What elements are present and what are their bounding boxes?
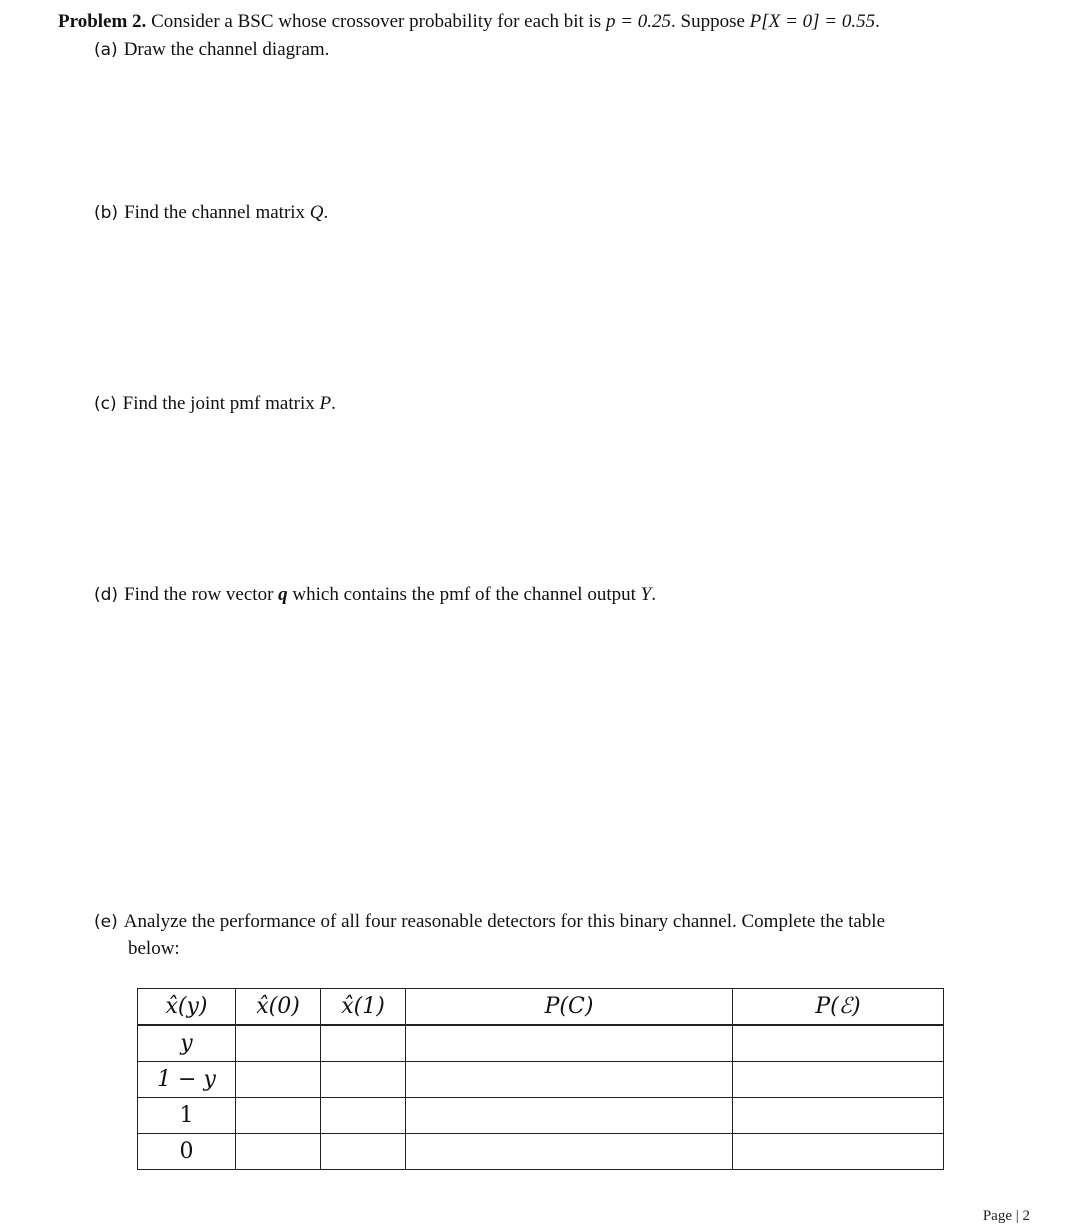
part-c-var: P [319,393,332,414]
part-d-text-after: which contains the pmf of the channel output [287,584,641,605]
part-e [94,909,885,935]
part-d-end: . [651,584,656,605]
detector-table [137,988,944,1170]
table-cell-pe[interactable] [733,1025,944,1062]
part-b [94,200,328,226]
table-cell-xhat1[interactable] [321,1134,406,1170]
part-a-label: (a) [94,40,118,60]
part-b-end: . [323,202,329,223]
problem-label: Problem 2. [58,11,147,32]
table-cell-xhat0[interactable] [236,1025,321,1062]
page-footer: Page | 2 [982,1208,1030,1224]
part-d-var: q [278,584,288,605]
part-b-var: Q [309,202,324,223]
part-e-line1: Analyze the performance of all four reasonable detectors for this binary channel. Complete the table [123,911,886,932]
part-d-label: (d) [94,585,119,605]
header-xhat-0: x̂(0) [236,989,321,1026]
part-c [94,391,336,417]
table-cell-pc[interactable] [406,1134,733,1170]
table-cell-pc[interactable] [406,1098,733,1134]
part-d-text-before: Find the row vector [124,584,279,605]
problem-end: . [875,11,880,32]
part-b-text: Find the channel matrix [124,202,310,223]
table-cell-detector: y [138,1025,236,1062]
table-row [138,1134,944,1170]
table-cell-xhat1[interactable] [321,1062,406,1098]
part-a-text: Draw the channel diagram. [123,39,330,60]
prior-expression: P[X = 0] = 0.55 [749,11,876,32]
table-cell-pe[interactable] [733,1098,944,1134]
table-cell-pc[interactable] [406,1062,733,1098]
table-cell-detector: 1 − y [138,1062,236,1098]
part-c-label: (c) [94,394,117,414]
table-cell-xhat1[interactable] [321,1025,406,1062]
part-c-text: Find the joint pmf matrix [122,393,320,414]
table-cell-pe[interactable] [733,1134,944,1170]
problem-suppose: . Suppose [671,11,750,32]
table-cell-xhat1[interactable] [321,1098,406,1134]
table-cell-pe[interactable] [733,1062,944,1098]
part-b-label: (b) [94,203,119,223]
table-row [138,1062,944,1098]
part-d [94,582,656,608]
table-cell-xhat0[interactable] [236,1134,321,1170]
table-row [138,1098,944,1134]
problem-statement [58,9,880,35]
part-a [94,37,329,63]
table-header-row [138,989,944,1026]
part-c-end: . [331,393,336,414]
part-e-line2: below: [128,938,180,959]
table-cell-detector: 0 [138,1134,236,1170]
part-d-var2: Y [640,584,652,605]
table-row [138,1025,944,1062]
table-cell-xhat0[interactable] [236,1098,321,1134]
table-cell-detector: 1 [138,1098,236,1134]
header-xhat-1: x̂(1) [321,989,406,1026]
part-e-label: (e) [94,912,118,932]
crossover-expression: p = 0.25 [605,11,672,32]
header-xhat-y: x̂(y) [138,989,236,1026]
table-cell-xhat0[interactable] [236,1062,321,1098]
header-prob-correct: P(C) [406,989,733,1026]
table-cell-pc[interactable] [406,1025,733,1062]
header-prob-error: P(ℰ) [733,989,944,1026]
problem-intro: Consider a BSC whose crossover probability for each bit is [146,11,606,32]
